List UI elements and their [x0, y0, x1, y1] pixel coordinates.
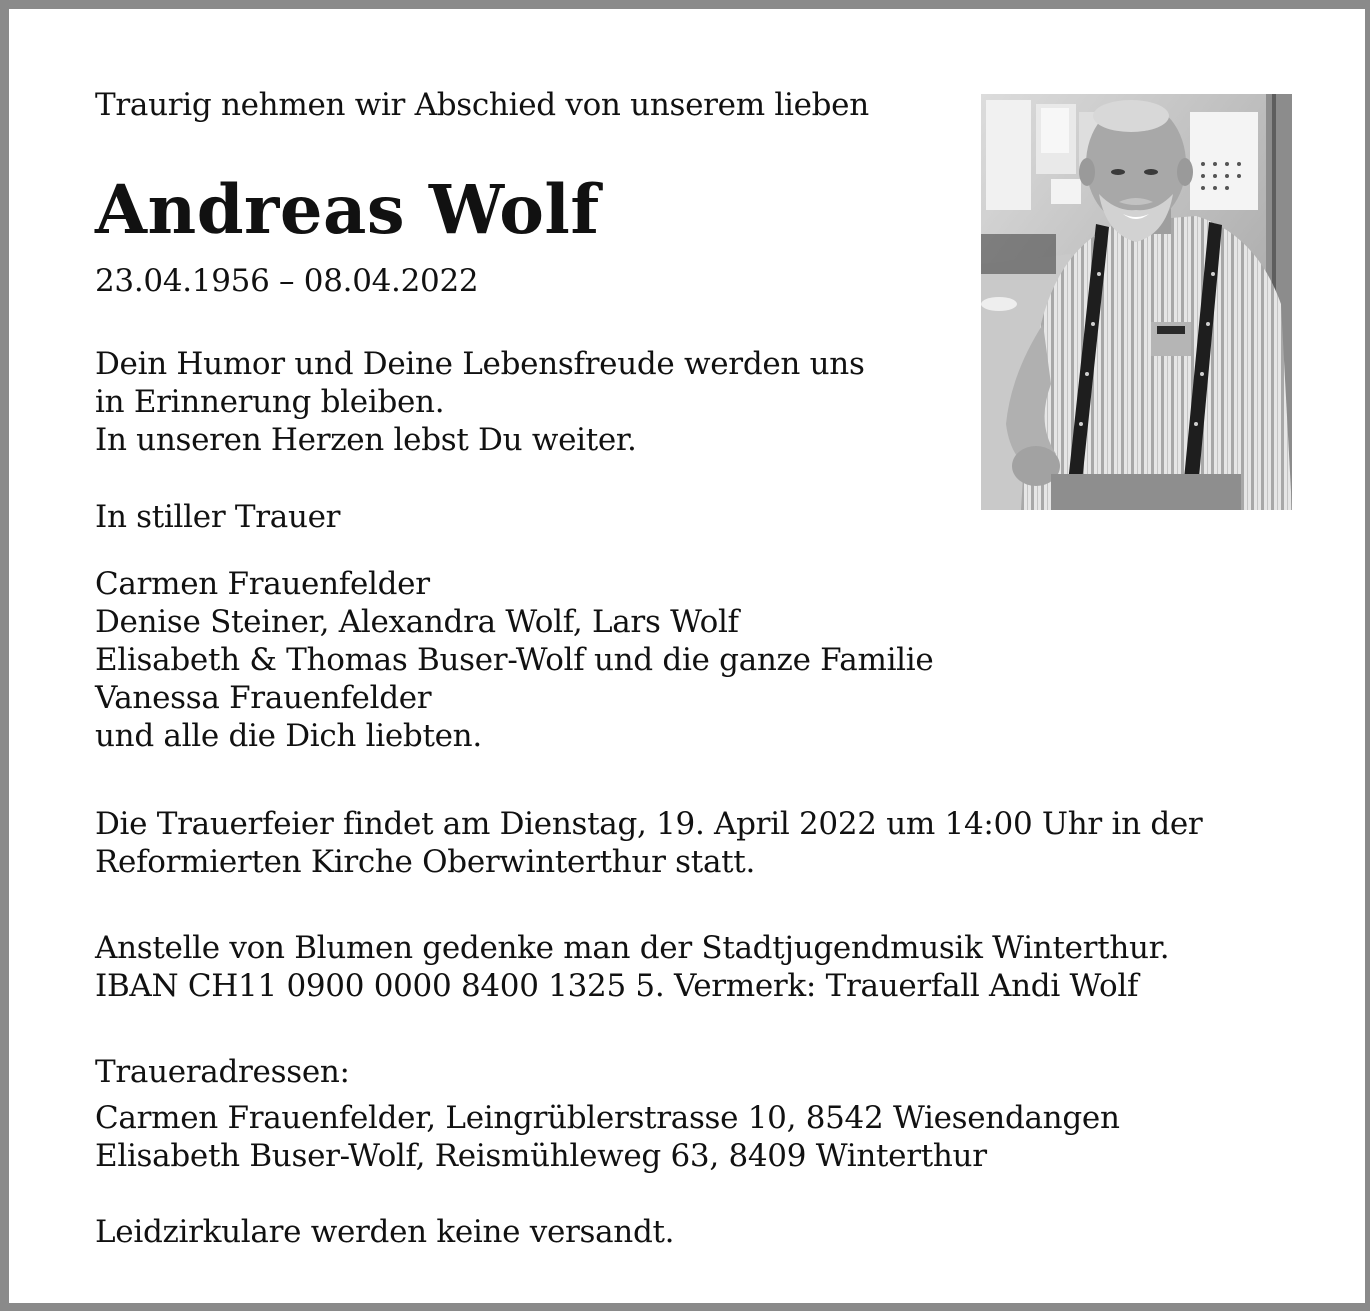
- closing-note: Leidzirkulare werden keine versandt.: [95, 1214, 675, 1250]
- deceased-name: Andreas Wolf: [95, 170, 600, 249]
- addresses-heading: Traueradressen:: [95, 1054, 350, 1090]
- ceremony-line: Die Trauerfeier findet am Dienstag, 19. April 2022 um 14:00 Uhr in der: [95, 806, 1203, 842]
- mourner-line: Carmen Frauenfelder: [95, 566, 430, 602]
- address-line: Elisabeth Buser-Wolf, Reismühleweg 63, 8409 Winterthur: [95, 1138, 987, 1174]
- life-dates: 23.04.1956 – 08.04.2022: [95, 263, 479, 299]
- quote-line: In unseren Herzen lebst Du weiter.: [95, 422, 637, 458]
- quote-line: in Erinnerung bleiben.: [95, 384, 445, 420]
- mourner-line: Elisabeth & Thomas Buser-Wolf und die ganze Familie: [95, 642, 934, 678]
- portrait-photo-icon: [981, 94, 1292, 510]
- ceremony-line: Reformierten Kirche Oberwinterthur statt.: [95, 844, 755, 880]
- donation-line: IBAN CH11 0900 0000 8400 1325 5. Vermerk: Trauerfall Andi Wolf: [95, 968, 1139, 1004]
- intro-text: Traurig nehmen wir Abschied von unserem lieben: [95, 87, 869, 123]
- mourning-heading: In stiller Trauer: [95, 499, 341, 535]
- mourner-line: Vanessa Frauenfelder: [95, 680, 432, 716]
- quote-line: Dein Humor und Deine Lebensfreude werden uns: [95, 346, 865, 382]
- mourner-line: und alle die Dich liebten.: [95, 718, 482, 754]
- address-line: Carmen Frauenfelder, Leingrüblerstrasse 10, 8542 Wiesendangen: [95, 1100, 1120, 1136]
- mourner-line: Denise Steiner, Alexandra Wolf, Lars Wolf: [95, 604, 739, 640]
- donation-line: Anstelle von Blumen gedenke man der Stadtjugendmusik Winterthur.: [95, 930, 1170, 966]
